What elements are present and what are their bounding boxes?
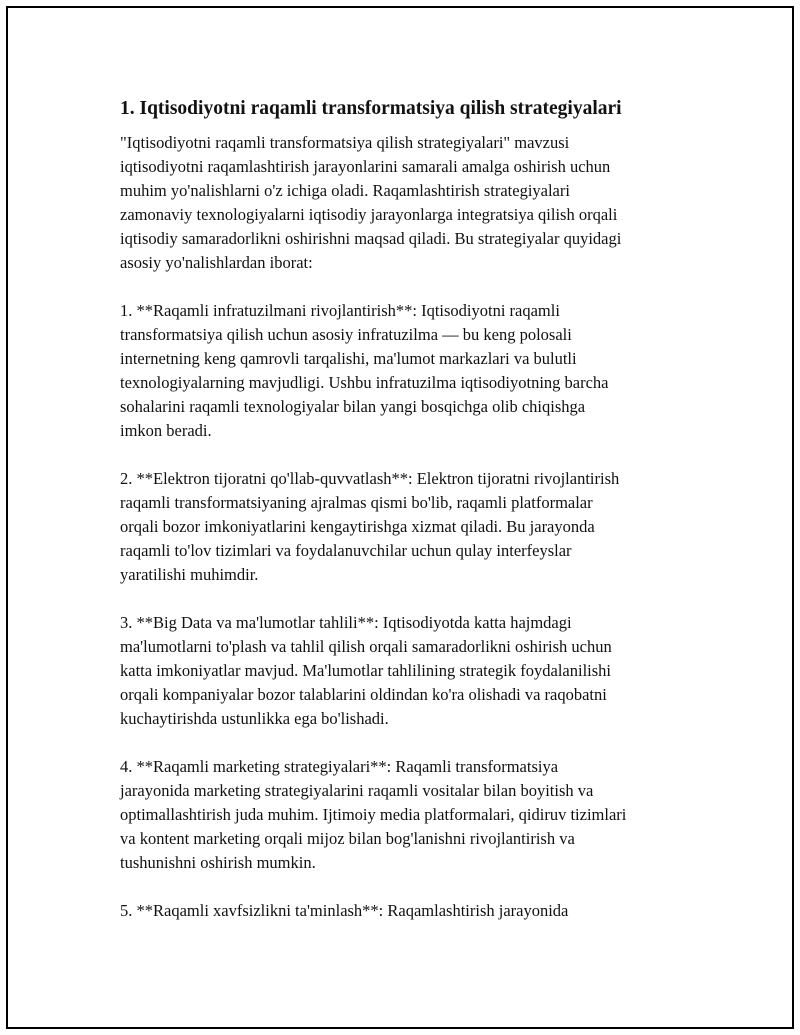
text-line: texnologiyalarning mavjudligi. Ushbu infratuzilma iqtisodiyotning barcha xyxy=(120,373,609,392)
text-line: 4. **Raqamli marketing strategiyalari**: Raqamli transformatsiya xyxy=(120,757,559,776)
text-line: optimallashtirish juda muhim. Ijtimoiy media platformalari, qidiruv tizimlari xyxy=(120,805,627,824)
text-line: 2. **Elektron tijoratni qo'llab-quvvatlash**: Elektron tijoratni rivojlantirish xyxy=(120,469,620,488)
text-line: zamonaviy texnologiyalarni iqtisodiy jarayonlarga integratsiya qilish orqali xyxy=(120,205,618,224)
text-line: orqali bozor imkoniyatlarini kengaytirishga xizmat qiladi. Bu jarayonda xyxy=(120,517,595,536)
text-line: va kontent marketing orqali mijoz bilan bog'lanishni rivojlantirish va xyxy=(120,829,575,848)
text-line: katta imkoniyatlar mavjud. Ma'lumotlar tahlilining strategik foydalanilishi xyxy=(120,661,611,680)
text-line: ma'lumotlarni to'plash va tahlil qilish orqali samaradorlikni oshirish uchun xyxy=(120,637,612,656)
text-line: iqtisodiy samaradorlikni oshirishni maqsad qiladi. Bu strategiyalar quyidagi xyxy=(120,229,622,248)
list-item-infrastructure xyxy=(120,299,700,443)
text-line: imkon beradi. xyxy=(120,421,212,440)
text-line: kuchaytirishda ustunlikka ega bo'lishadi. xyxy=(120,709,389,728)
text-line: jarayonida marketing strategiyalarini raqamli vositalar bilan boyitish va xyxy=(120,781,594,800)
text-line: muhim yo'nalishlarni o'z ichiga oladi. Raqamlashtirish strategiyalari xyxy=(120,181,570,200)
text-line: yaratilishi muhimdir. xyxy=(120,565,259,584)
list-item-ecommerce xyxy=(120,467,700,587)
text-line: raqamli transformatsiyaning ajralmas qismi bo'lib, raqamli platformalar xyxy=(120,493,593,512)
intro-paragraph xyxy=(120,131,700,275)
document-body xyxy=(120,97,700,947)
text-line: 3. **Big Data va ma'lumotlar tahlili**: Iqtisodiyotda katta hajmdagi xyxy=(120,613,572,632)
text-line: sohalarini raqamli texnologiyalar bilan yangi bosqichga olib chiqishga xyxy=(120,397,586,416)
text-line: 1. **Raqamli infratuzilmani rivojlantirish**: Iqtisodiyotni raqamli xyxy=(120,301,560,320)
list-item-security xyxy=(120,899,700,923)
text-line: "Iqtisodiyotni raqamli transformatsiya qilish strategiyalari" mavzusi xyxy=(120,133,570,152)
text-line: transformatsiya qilish uchun asosiy infratuzilma — bu keng polosali xyxy=(120,325,572,344)
list-item-marketing xyxy=(120,755,700,875)
text-line: 5. **Raqamli xavfsizlikni ta'minlash**: Raqamlashtirish jarayonida xyxy=(120,901,569,920)
text-line: tushunishni oshirish mumkin. xyxy=(120,853,316,872)
text-line: orqali kompaniyalar bozor talablarini oldindan ko'ra olishadi va raqobatni xyxy=(120,685,607,704)
text-line: asosiy yo'nalishlardan iborat: xyxy=(120,253,313,272)
document-title: 1. Iqtisodiyotni raqamli transformatsiya qilish strategiyalari xyxy=(120,98,622,119)
text-line: internetning keng qamrovli tarqalishi, ma'lumot markazlari va bulutli xyxy=(120,349,577,368)
text-line: iqtisodiyotni raqamlashtirish jarayonlarini samarali amalga oshirish uchun xyxy=(120,157,611,176)
document-page xyxy=(6,6,794,1029)
list-item-big-data xyxy=(120,611,700,731)
text-line: raqamli to'lov tizimlari va foydalanuvchilar uchun qulay interfeyslar xyxy=(120,541,572,560)
